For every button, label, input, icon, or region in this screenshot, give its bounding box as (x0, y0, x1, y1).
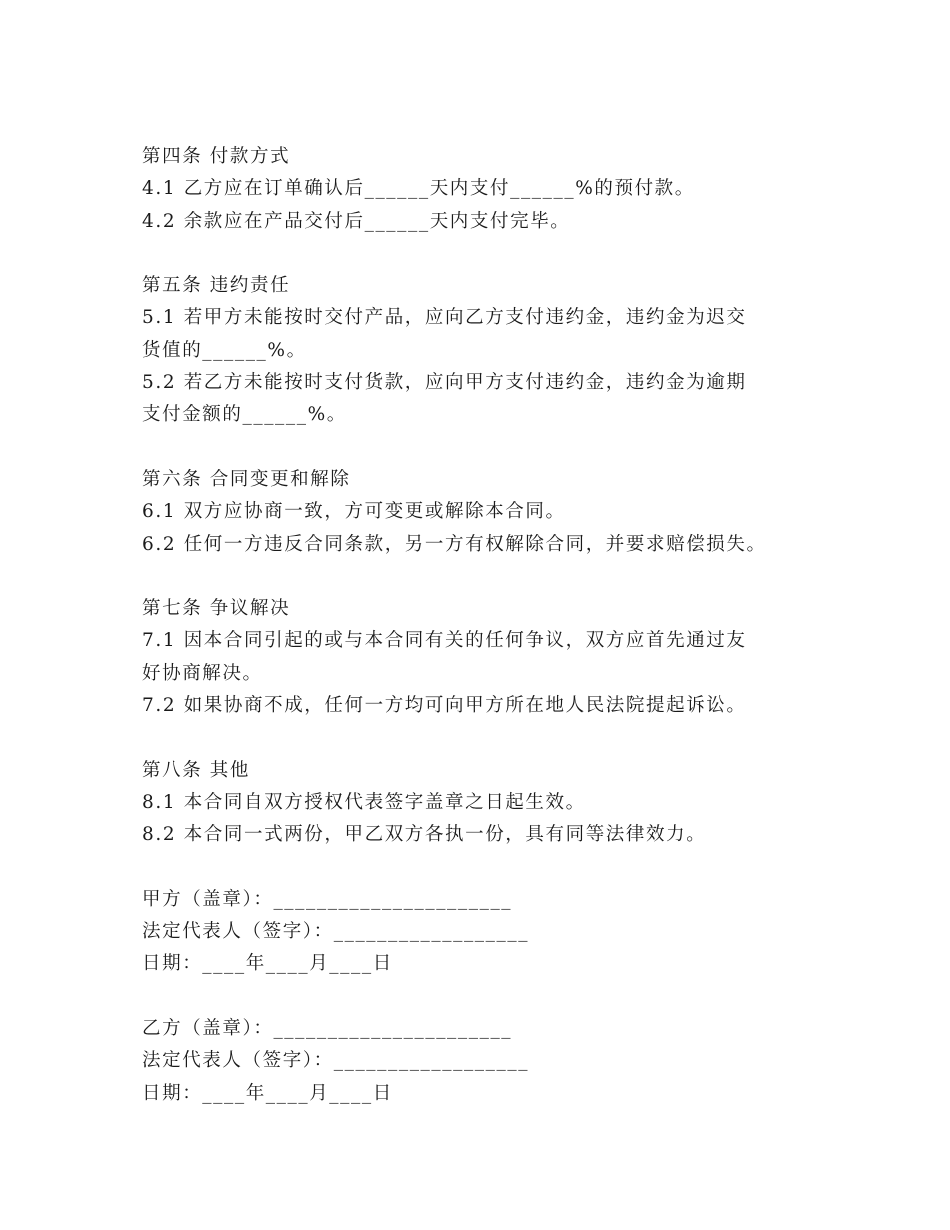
clause-line: 支付金额的______%。 (142, 404, 347, 426)
party-a-representative-field: 法定代表人（签字）：__________________ (142, 921, 530, 943)
section-heading: 第七条 争议解决 (142, 598, 291, 620)
clause-line: 7.1 因本合同引起的或与本合同有关的任何争议，双方应首先通过友 (142, 630, 747, 652)
signature-block-party-a (142, 884, 862, 981)
section-heading: 第五条 违约责任 (142, 275, 291, 297)
signature-block-party-b (142, 1013, 862, 1110)
clause-line: 8.2 本合同一式两份，甲乙双方各执一份，具有同等法律效力。 (142, 824, 707, 846)
party-b-seal-field: 乙方（盖章）：______________________ (142, 1018, 513, 1040)
party-a-seal-field: 甲方（盖章）：______________________ (142, 888, 513, 910)
paragraph-gap (142, 238, 862, 270)
clause-line: 货值的______%。 (142, 339, 307, 361)
clause-line: 7.2 如果协商不成，任何一方均可向甲方所在地人民法院提起诉讼。 (142, 695, 747, 717)
party-b-representative-field: 法定代表人（签字）：__________________ (142, 1050, 530, 1072)
clause-line: 5.2 若乙方未能按时支付货款，应向甲方支付违约金，违约金为逾期 (142, 372, 747, 394)
section-article-5 (142, 270, 862, 431)
paragraph-gap (142, 561, 862, 593)
party-b-date-field: 日期：____年____月____日 (142, 1082, 393, 1104)
paragraph-gap (142, 981, 862, 1013)
section-article-8 (142, 755, 862, 852)
paragraph-gap (142, 432, 862, 464)
clause-line: 8.1 本合同自双方授权代表签字盖章之日起生效。 (142, 791, 586, 813)
section-heading: 第八条 其他 (142, 759, 250, 781)
section-article-6 (142, 464, 862, 561)
paragraph-gap (142, 722, 862, 754)
clause-line: 4.1 乙方应在订单确认后______天内支付______%的预付款。 (142, 178, 695, 200)
paragraph-gap (142, 852, 862, 884)
section-heading: 第六条 合同变更和解除 (142, 468, 351, 490)
section-article-4 (142, 141, 862, 238)
clause-line: 6.2 任何一方违反合同条款，另一方有权解除合同，并要求赔偿损失。 (142, 533, 767, 555)
section-article-7 (142, 593, 862, 722)
clause-line: 好协商解决。 (142, 662, 263, 684)
section-heading: 第四条 付款方式 (142, 146, 291, 167)
clause-line: 6.1 双方应协商一致，方可变更或解除本合同。 (142, 501, 566, 523)
clause-line: 5.1 若甲方未能按时交付产品，应向乙方支付违约金，违约金为迟交 (142, 307, 747, 329)
party-a-date-field: 日期：____年____月____日 (142, 953, 393, 975)
clause-line: 4.2 余款应在产品交付后______天内支付完毕。 (142, 210, 571, 232)
contract-page (142, 141, 862, 1110)
